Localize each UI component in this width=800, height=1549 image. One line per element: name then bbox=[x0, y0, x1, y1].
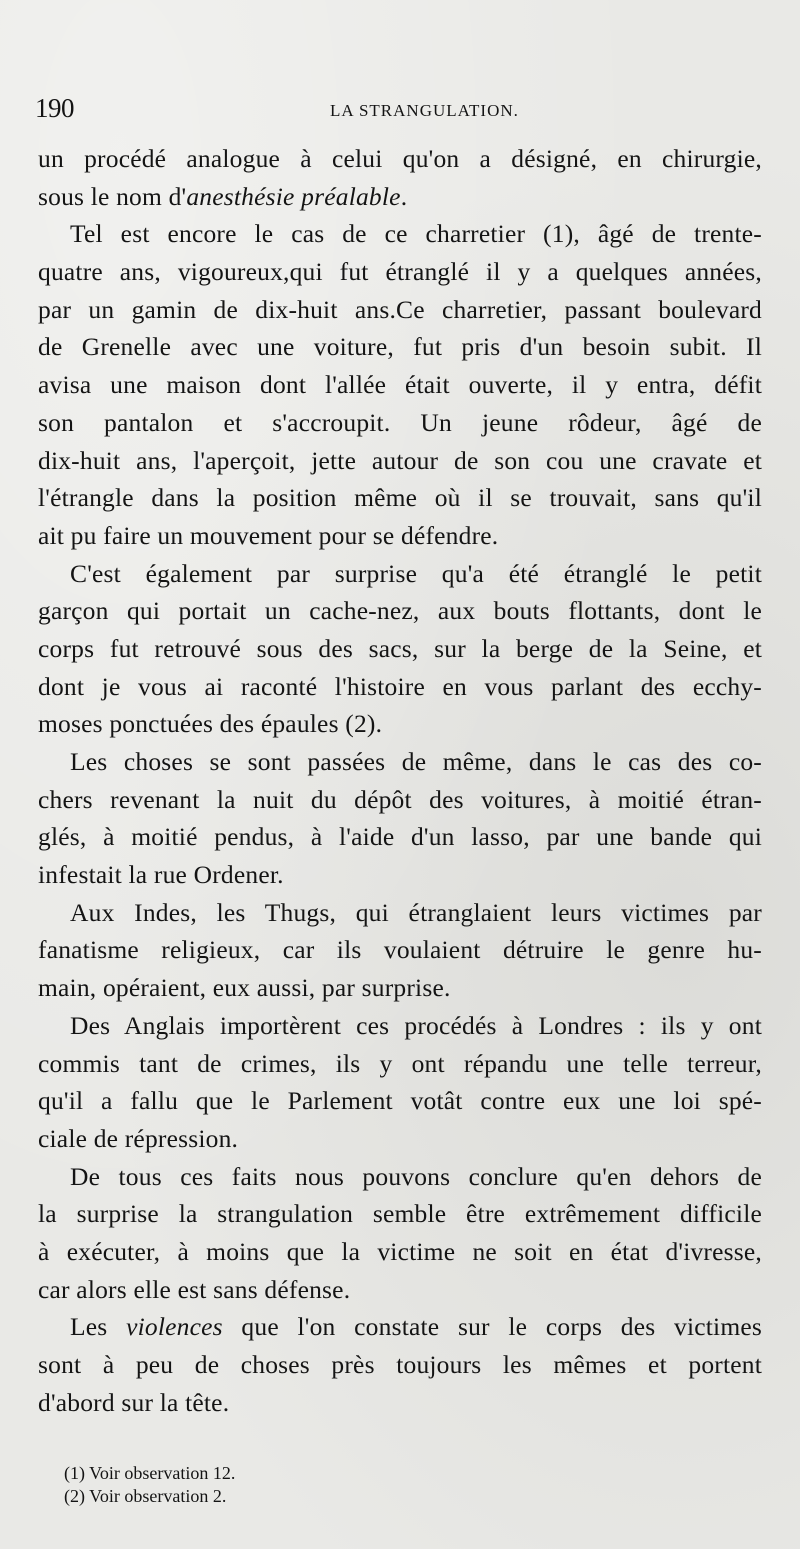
text-line: main, opéraient, eux aussi, par surprise. bbox=[38, 973, 451, 1003]
text-line: ciale de répression. bbox=[38, 1123, 239, 1153]
text-line-with-italic bbox=[38, 1308, 762, 1346]
text-line: Des Anglais importèrent ces procédés à Londres : ils y ont bbox=[70, 1010, 762, 1040]
text-line-with-italic bbox=[38, 178, 762, 216]
text-line: son pantalon et s'accroupit. Un jeune rôdeur, âgé de bbox=[38, 407, 762, 437]
text-line: de Grenelle avec une voiture, fut pris d'un besoin subit. Il bbox=[38, 332, 762, 362]
text-line: à exécuter, à moins que la victime ne soit en état d'ivresse, bbox=[38, 1236, 762, 1266]
text-line: car alors elle est sans défense. bbox=[38, 1274, 351, 1304]
italic-term: violences bbox=[126, 1312, 223, 1342]
text-line: qu'il a fallu que le Parlement votât contre eux une loi spé- bbox=[38, 1086, 762, 1116]
text-line: Les choses se sont passées de même, dans le cas des co- bbox=[70, 747, 762, 776]
text-line: la surprise la strangulation semble être extrêmement difficile bbox=[38, 1199, 762, 1229]
text-line: dont je vous ai raconté l'histoire en vous parlant des ecchy- bbox=[38, 671, 762, 701]
text-line: corps fut retrouvé sous des sacs, sur la berge de la Seine, et bbox=[38, 633, 762, 663]
body-text bbox=[38, 140, 762, 1421]
text-line: quatre ans, vigoureux,qui fut étranglé il y a quelques années, bbox=[38, 257, 762, 287]
text-line: sont à peu de choses près toujours les mêmes et portent bbox=[38, 1350, 762, 1379]
text-line: l'étrangle dans la position même où il se trouvait, sans qu'il bbox=[38, 483, 762, 513]
text-line: glés, à moitié pendus, à l'aide d'un lasso, par une bande qui bbox=[38, 822, 762, 852]
text-line: infestait la rue Ordener. bbox=[38, 860, 284, 890]
page-header bbox=[35, 93, 775, 133]
text-line: moses ponctuées des épaules (2). bbox=[38, 709, 383, 739]
text-line: par un gamin de dix-huit ans.Ce charretier, passant boulevard bbox=[38, 294, 762, 324]
text-line: dix-huit ans, l'aperçoit, jette autour de son cou une cravate et bbox=[38, 445, 762, 475]
footnote: (1) Voir observation 12. bbox=[64, 1463, 236, 1483]
running-head: LA STRANGULATION. bbox=[330, 101, 519, 120]
footnotes bbox=[64, 1462, 744, 1508]
text-line: garçon qui portait un cache-nez, aux bouts flottants, dont le bbox=[38, 596, 762, 626]
text-fragment: Les violences que l'on constate sur le corps des victimes bbox=[70, 1312, 762, 1342]
page-number: 190 bbox=[35, 93, 74, 123]
text-line: Tel est encore le cas de ce charretier (1), âgé de trente- bbox=[70, 219, 762, 249]
text-line: chers revenant la nuit du dépôt des voitures, à moitié étran- bbox=[38, 784, 762, 814]
text-line: fanatisme religieux, car ils voulaient détruire le genre hu- bbox=[38, 935, 762, 965]
italic-term: anesthésie préalable bbox=[186, 181, 401, 211]
text-line: un procédé analogue à celui qu'on a désigné, en chirurgie, bbox=[38, 144, 762, 173]
text-line: d'abord sur la tête. bbox=[38, 1387, 230, 1417]
text-line: De tous ces faits nous pouvons conclure qu'en dehors de bbox=[70, 1161, 762, 1191]
text-fragment: sous le nom d'anesthésie préalable. bbox=[38, 181, 408, 211]
text-line: commis tant de crimes, ils y ont répandu une telle terreur, bbox=[38, 1048, 762, 1078]
text-line: C'est également par surprise qu'a été étranglé le petit bbox=[70, 558, 762, 588]
text-line: avisa une maison dont l'allée était ouverte, il y entra, défit bbox=[38, 370, 762, 400]
text-line: Aux Indes, les Thugs, qui étranglaient leurs victimes par bbox=[70, 897, 762, 927]
footnote: (2) Voir observation 2. bbox=[64, 1486, 227, 1506]
text-line: ait pu faire un mouvement pour se défendre. bbox=[38, 520, 499, 550]
